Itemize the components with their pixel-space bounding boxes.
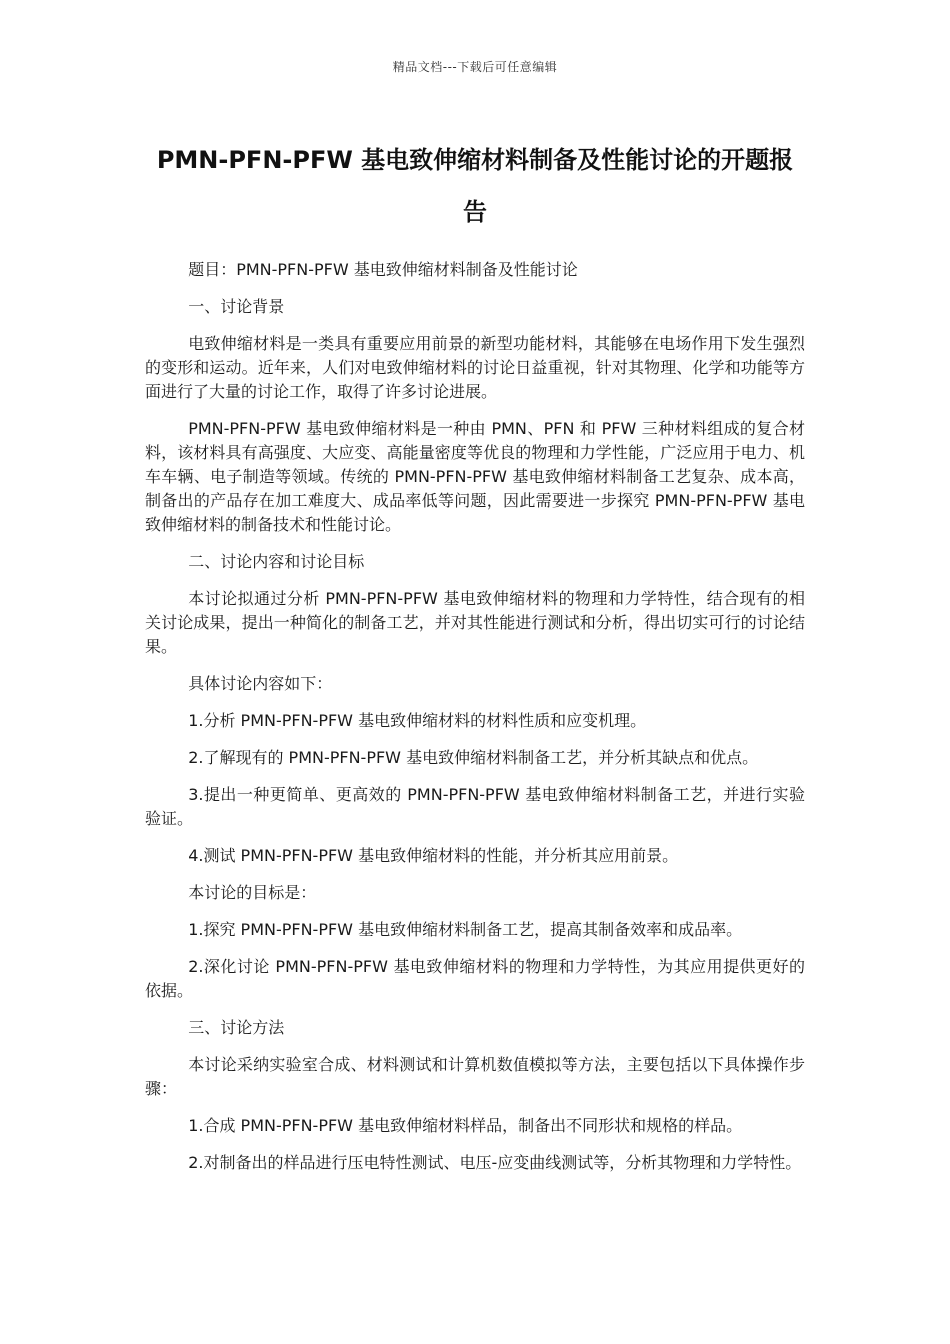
list-item: 1.分析 PMN-PFN-PFW 基电致伸缩材料的材料性质和应变机理。 xyxy=(188,711,647,730)
topic-line: 题目：PMN-PFN-PFW 基电致伸缩材料制备及性能讨论 xyxy=(188,260,578,279)
list-item: 2.深化讨论 PMN-PFN-PFW 基电致伸缩材料的物理和力学特性，为其应用提供更好的依据。 xyxy=(145,957,805,1000)
paragraph: 电致伸缩材料是一类具有重要应用前景的新型功能材料，其能够在电场作用下发生强烈的变形和运动。近年来，人们对电致伸缩材料的讨论日益重视，针对其物理、化学和功能等方面进行了大量的讨论工作，取得了许多讨论进展。 xyxy=(145,334,805,401)
section-heading-background: 一、讨论背景 xyxy=(188,297,285,316)
section-heading-content: 二、讨论内容和讨论目标 xyxy=(188,552,365,571)
paragraph: 具体讨论内容如下： xyxy=(188,674,333,693)
paragraph: 本讨论拟通过分析 PMN-PFN-PFW 基电致伸缩材料的物理和力学特性，结合现有的相关讨论成果，提出一种简化的制备工艺，并对其性能进行测试和分析，得出切实可行的讨论结果。 xyxy=(145,589,805,656)
list-item: 4.测试 PMN-PFN-PFW 基电致伸缩材料的性能，并分析其应用前景。 xyxy=(188,846,679,865)
paragraph: PMN-PFN-PFW 基电致伸缩材料是一种由 PMN、PFN 和 PFW 三种材料组成的复合材料，该材料具有高强度、大应变、高能量密度等优良的物理和力学性能，广泛应用于电力、机车车辆、电子制造等领域。传统的 PMN-PFN-PFW 基电致伸缩材料制备工艺复杂、成本高，制备出的产品存在加工难度大、成品率低等问题，因此需要进一步探究 PMN-PFN-PFW 基电致伸缩材料的制备技术和性能讨论。 xyxy=(145,419,805,534)
header-note: 精品文档---下载后可任意编辑 xyxy=(392,60,558,74)
list-item: 1.合成 PMN-PFN-PFW 基电致伸缩材料样品，制备出不同形状和规格的样品。 xyxy=(188,1116,743,1135)
paragraph: 本讨论采纳实验室合成、材料测试和计算机数值模拟等方法，主要包括以下具体操作步骤： xyxy=(145,1055,805,1098)
document-body xyxy=(145,258,805,1188)
section-heading-method: 三、讨论方法 xyxy=(188,1018,285,1037)
list-item: 2.对制备出的样品进行压电特性测试、电压-应变曲线测试等，分析其物理和力学特性。 xyxy=(188,1153,802,1172)
list-item: 3.提出一种更简单、更高效的 PMN-PFN-PFW 基电致伸缩材料制备工艺，并进行实验验证。 xyxy=(145,785,805,828)
list-item: 2.了解现有的 PMN-PFN-PFW 基电致伸缩材料制备工艺，并分析其缺点和优点。 xyxy=(188,748,759,767)
list-item: 1.探究 PMN-PFN-PFW 基电致伸缩材料制备工艺，提高其制备效率和成品率。 xyxy=(188,920,743,939)
document-title: PMN-PFN-PFW 基电致伸缩材料制备及性能讨论的开题报告 xyxy=(156,146,794,226)
paragraph: 本讨论的目标是： xyxy=(188,883,317,902)
